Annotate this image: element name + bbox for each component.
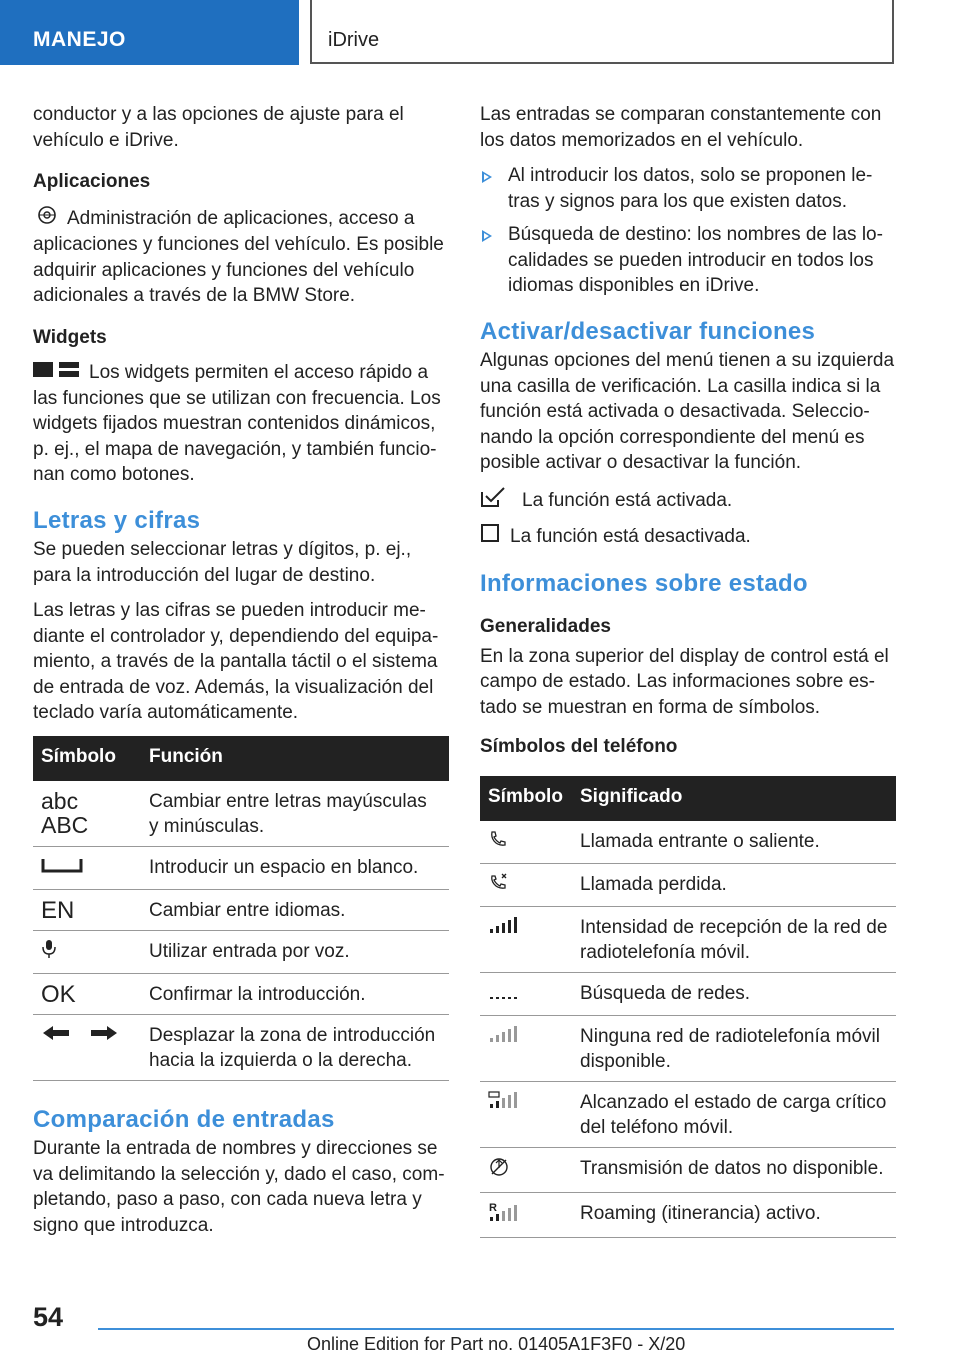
symbols-table	[33, 736, 449, 1081]
abc-ABC-icon	[33, 781, 141, 847]
table-row	[480, 906, 896, 972]
intro-text: conductor y a las opciones de ajuste para el vehículo e iDrive.	[33, 104, 404, 151]
bullet-text: Búsqueda de destino: los nombres de las localidades se pueden introducir en todos los idiomas disponibles en iDrive.	[508, 224, 883, 296]
signal-strength-icon	[480, 906, 572, 972]
EN-icon: EN	[33, 889, 141, 930]
table-cell-meaning: Ninguna red de radiotelefonía móvil disponible.	[572, 1015, 896, 1081]
missed-call-icon	[480, 863, 572, 906]
checked-text: La función está activada.	[522, 489, 733, 511]
phone-symbols-table	[480, 776, 896, 1238]
page-number: 54	[33, 1302, 64, 1332]
table-cell-meaning: Llamada entrante o saliente.	[572, 821, 896, 864]
phone-call-icon	[480, 821, 572, 864]
right-column	[480, 102, 896, 1238]
table-cell-meaning: Búsqueda de redes.	[572, 972, 896, 1015]
footer-edition: Online Edition for Part no. 01405A1F3F0 - X/20	[307, 1334, 686, 1354]
no-network-icon	[480, 1015, 572, 1081]
table-cell-meaning: Roaming (itinerancia) activo.	[572, 1192, 896, 1237]
bullet-triangle-icon	[482, 171, 492, 183]
section-tab	[0, 0, 299, 65]
arrows-left-right-icon	[33, 1014, 141, 1080]
apps-icon	[33, 205, 61, 233]
microphone-icon	[33, 930, 141, 973]
table-row	[33, 781, 449, 847]
general-text: En la zona superior del display de control está el campo de estado. Las informaciones sobre estado se muestran en forma de símbolos.	[480, 645, 889, 718]
table-row	[33, 846, 449, 889]
table-row	[480, 972, 896, 1015]
widgets-heading: Widgets	[33, 326, 107, 348]
table-header-symbol: Símbolo	[33, 736, 141, 781]
phone-heading: Símbolos del teléfono	[480, 736, 678, 757]
chapter-title: iDrive	[328, 29, 380, 51]
table-row	[33, 1014, 449, 1080]
low-battery-signal-icon	[480, 1081, 572, 1147]
table-row	[33, 889, 449, 930]
table-row	[33, 930, 449, 973]
bullet-list	[480, 163, 896, 299]
apps-text: Administración de aplicaciones, acceso a aplicaciones y funciones del vehículo. Es posible adquirir aplicaciones y funciones del vehículo adicionales a través de la BMW Store.	[33, 207, 444, 306]
table-header-row	[33, 736, 449, 781]
table-row	[480, 1081, 896, 1147]
status-heading: Informaciones sobre estado	[480, 569, 808, 597]
apps-paragraph	[33, 205, 449, 309]
table-header-symbol: Símbolo	[480, 776, 572, 821]
table-cell-function: Cambiar entre idiomas.	[141, 889, 449, 930]
table-cell-meaning: Llamada perdida.	[572, 863, 896, 906]
network-search-icon	[480, 972, 572, 1015]
table-cell-function: Cambiar entre letras mayúsculas y minúsculas.	[141, 781, 449, 847]
activate-heading: Activar/desactivar funciones	[480, 317, 816, 345]
no-data-icon	[480, 1147, 572, 1192]
table-header-function: Función	[141, 736, 449, 781]
table-cell-meaning: Intensidad de recepción de la red de radiotelefonía móvil.	[572, 906, 896, 972]
bullet-text: Al introducir los datos, solo se proponen letras y signos para los que existen datos.	[508, 165, 873, 212]
footer-divider	[98, 1328, 894, 1330]
table-row	[480, 863, 896, 906]
table-cell-function: Introducir un espacio en blanco.	[141, 846, 449, 889]
checkbox-checked-icon	[480, 486, 510, 516]
compare-p1: Las entradas se comparan constantemente con los datos memorizados en el vehículo.	[480, 104, 882, 151]
left-column	[33, 102, 449, 1248]
list-item	[480, 163, 896, 214]
compare-text: Durante la entrada de nombres y direcciones se va delimitando la selección y, dado el caso, completando, paso a paso, con cada nueva letra y signo que introduzca.	[33, 1138, 445, 1236]
table-header-meaning: Significado	[572, 776, 896, 821]
letters-p2: Las letras y las cifras se pueden introducir mediante el controlador y, dependiendo del equipamiento, a través de la pantalla táctil o el sistema de entrada de voz. Además, la visualización del teclado varía automáticamente.	[33, 600, 439, 724]
unchecked-text: La función está desactivada.	[510, 526, 751, 547]
space-icon	[33, 846, 141, 889]
roaming-icon	[480, 1192, 572, 1237]
table-cell-meaning: Transmisión de datos no disponible.	[572, 1147, 896, 1192]
table-cell-function: Confirmar la introducción.	[141, 973, 449, 1014]
table-cell-function: Utilizar entrada por voz.	[141, 930, 449, 973]
table-row	[480, 1192, 896, 1237]
section-title: MANEJO	[33, 28, 126, 51]
table-row	[480, 821, 896, 864]
widgets-text: Los widgets permiten el acceso rápido a las funciones que se utilizan con frecuencia. Los widgets fijados muestran contenidos dinámicos, p. ej., el mapa de navegación, y también funcionan como botones.	[33, 362, 441, 486]
table-row	[480, 1015, 896, 1081]
activate-text: Algunas opciones del menú tienen a su izquierda una casilla de verificación. La casilla indica si la función está activada o desactivada. Seleccionando la opción correspondiente del menú es posible activar o desactivar la función.	[480, 350, 895, 473]
checkbox-unchecked-icon	[480, 523, 500, 551]
bullet-triangle-icon	[482, 230, 492, 242]
letters-heading: Letras y cifras	[33, 506, 201, 534]
widgets-paragraph	[33, 360, 449, 488]
chapter-tab	[310, 0, 894, 64]
table-row	[480, 1147, 896, 1192]
widgets-icon	[33, 360, 83, 386]
letters-p1: Se pueden seleccionar letras y dígitos, p. ej., para la introducción del lugar de destino.	[33, 539, 412, 586]
list-item	[480, 222, 896, 299]
abc-upper-label: ABC	[41, 811, 89, 838]
compare-heading: Comparación de entradas	[33, 1105, 335, 1133]
apps-heading: Aplicaciones	[33, 171, 151, 192]
table-row	[33, 973, 449, 1014]
svg-text:R: R	[489, 1201, 497, 1214]
table-cell-meaning: Alcanzado el estado de carga crítico del teléfono móvil.	[572, 1081, 896, 1147]
table-header-row	[480, 776, 896, 821]
general-heading: Generalidades	[480, 616, 611, 637]
checked-row	[480, 486, 896, 516]
OK-icon: OK	[33, 973, 141, 1014]
unchecked-row	[480, 523, 896, 551]
table-cell-function: Desplazar la zona de introducción hacia la izquierda o la derecha.	[141, 1014, 449, 1080]
abc-lower-label: abc	[41, 787, 79, 814]
